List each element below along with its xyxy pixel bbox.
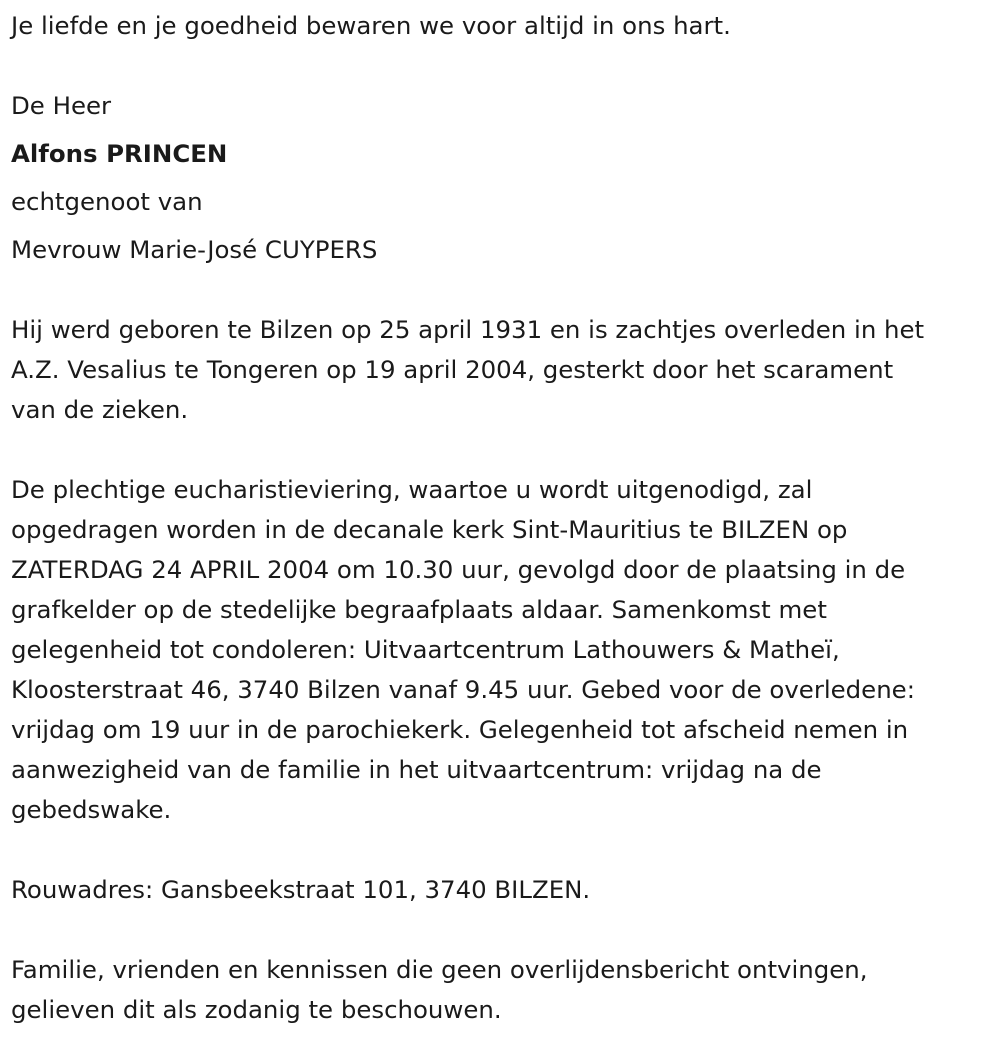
deceased-block <box>11 86 996 270</box>
spacer <box>11 910 996 950</box>
paragraph-line: gelegenheid tot condoleren: Uitvaartcentrum Lathouwers & Matheï, <box>11 635 840 664</box>
intro-text: Je liefde en je goedheid bewaren we voor altijd in ons hart. <box>11 11 731 40</box>
closing-paragraph <box>11 950 996 1030</box>
spouse-name: Mevrouw Marie-José CUYPERS <box>11 235 378 264</box>
paragraph-line: De plechtige eucharistieviering, waartoe u wordt uitgenodigd, zal <box>11 475 813 504</box>
paragraph-line: van de zieken. <box>11 395 189 424</box>
paragraph-line: Kloosterstraat 46, 3740 Bilzen vanaf 9.45 uur. Gebed voor de overledene: <box>11 675 915 704</box>
spacer <box>11 830 996 870</box>
paragraph-line: Hij werd geboren te Bilzen op 25 april 1931 en is zachtjes overleden in het <box>11 315 925 344</box>
paragraph-line: gelieven dit als zodanig te beschouwen. <box>11 995 502 1024</box>
obituary-document <box>11 6 996 1030</box>
paragraph-line: aanwezigheid van de familie in het uitvaartcentrum: vrijdag na de <box>11 755 822 784</box>
spacer <box>11 46 996 86</box>
spacer <box>11 270 996 310</box>
paragraph-line: Familie, vrienden en kennissen die geen overlijdensbericht ontvingen, <box>11 955 868 984</box>
birth-death-paragraph <box>11 310 996 430</box>
paragraph-line: A.Z. Vesalius te Tongeren op 19 april 2004, gesterkt door het scarament <box>11 355 894 384</box>
paragraph-line: vrijdag om 19 uur in de parochiekerk. Gelegenheid tot afscheid nemen in <box>11 715 909 744</box>
paragraph-line: ZATERDAG 24 APRIL 2004 om 10.30 uur, gevolgd door de plaatsing in de <box>11 555 906 584</box>
paragraph-line: opgedragen worden in de decanale kerk Sint-Mauritius te BILZEN op <box>11 515 848 544</box>
paragraph-line: gebedswake. <box>11 795 172 824</box>
deceased-title: De Heer <box>11 91 112 120</box>
spacer <box>11 430 996 470</box>
ceremony-paragraph <box>11 470 996 830</box>
deceased-relation: echtgenoot van <box>11 187 203 216</box>
deceased-name: Alfons PRINCEN <box>11 139 228 168</box>
paragraph-line: grafkelder op de stedelijke begraafplaats aldaar. Samenkomst met <box>11 595 827 624</box>
address-line: Rouwadres: Gansbeekstraat 101, 3740 BILZEN. <box>11 875 591 904</box>
